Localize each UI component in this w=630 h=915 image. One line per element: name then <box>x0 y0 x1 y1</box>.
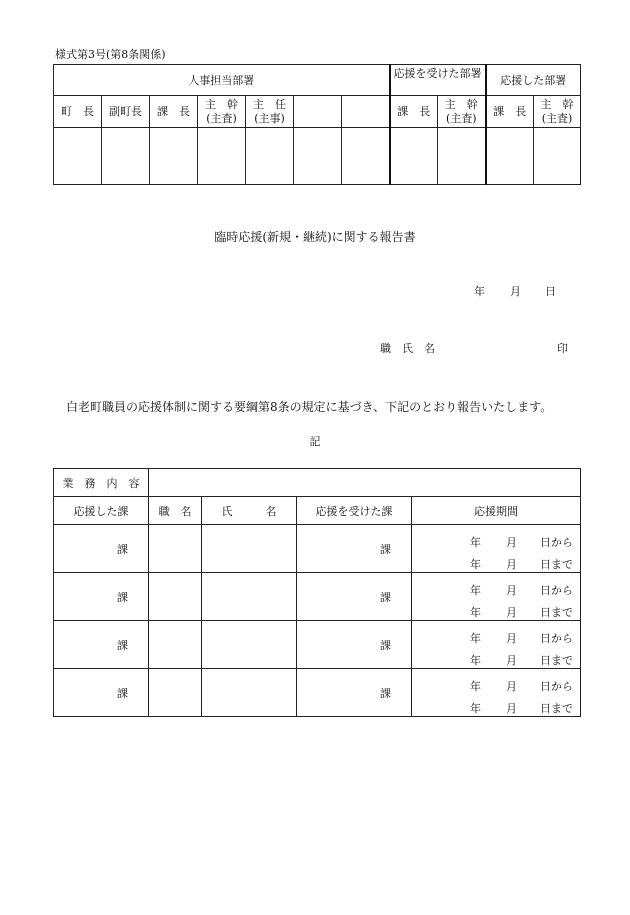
header-period: 応援期間 <box>412 497 581 525</box>
approval-table <box>53 64 581 185</box>
sent-section-cell[interactable] <box>54 525 149 573</box>
to-month: 月 <box>506 558 517 571</box>
signature-label: 職 氏 名 <box>380 342 435 355</box>
header-name: 氏 名 <box>202 497 297 525</box>
received-suffix: 課 <box>380 638 391 652</box>
detail-row <box>54 573 581 621</box>
sent-section-cell[interactable] <box>54 621 149 669</box>
from-month: 月 <box>506 632 517 645</box>
job-cell[interactable] <box>149 669 202 717</box>
period-from <box>412 534 580 548</box>
from-day: 日から <box>540 680 573 693</box>
sent-section-cell[interactable] <box>54 573 149 621</box>
stamp-box[interactable] <box>294 128 342 185</box>
group-hr-header: 人事担当部署 <box>54 65 390 96</box>
body-text: 白老町職員の応援体制に関する要綱第8条の規定に基づき、下記のとおり報告いたします。 <box>66 400 553 414</box>
received-section-cell[interactable] <box>297 525 412 573</box>
form-label: 様式第3号(第8条関係) <box>55 48 166 61</box>
group-sent-header: 応援した部署 <box>486 65 581 96</box>
from-day: 日から <box>540 632 573 645</box>
job-cell[interactable] <box>149 525 202 573</box>
job-cell[interactable] <box>149 621 202 669</box>
period-cell[interactable] <box>412 669 581 717</box>
approval-stamp-row <box>54 128 581 185</box>
detail-row <box>54 669 581 717</box>
detail-row <box>54 525 581 573</box>
name-cell[interactable] <box>202 573 297 621</box>
from-year: 年 <box>470 584 481 597</box>
period-to <box>412 652 580 666</box>
to-day: 日まで <box>540 606 573 619</box>
from-year: 年 <box>470 632 481 645</box>
to-day: 日まで <box>540 702 573 715</box>
period-cell[interactable] <box>412 573 581 621</box>
hr-col-0: 町 長 <box>54 96 102 128</box>
sent-section-cell[interactable] <box>54 669 149 717</box>
document-title: 臨時応援(新規・継続)に関する報告書 <box>214 230 416 244</box>
from-year: 年 <box>470 536 481 549</box>
received-section-cell[interactable] <box>297 669 412 717</box>
to-month: 月 <box>506 606 517 619</box>
received-suffix: 課 <box>380 686 391 700</box>
name-cell[interactable] <box>202 525 297 573</box>
period-cell[interactable] <box>412 621 581 669</box>
business-value[interactable] <box>149 469 581 497</box>
stamp-box[interactable] <box>150 128 198 185</box>
sent-col-0: 課 長 <box>486 96 534 128</box>
from-month: 月 <box>506 680 517 693</box>
to-year: 年 <box>470 654 481 667</box>
sent-suffix: 課 <box>117 686 128 700</box>
received-suffix: 課 <box>380 590 391 604</box>
received-suffix: 課 <box>380 542 391 556</box>
stamp-box[interactable] <box>486 128 534 185</box>
hr-col-2: 課 長 <box>150 96 198 128</box>
to-year: 年 <box>470 606 481 619</box>
stamp-box[interactable] <box>198 128 246 185</box>
header-sent-section: 応援した課 <box>54 497 149 525</box>
detail-row <box>54 621 581 669</box>
date-year: 年 <box>474 285 485 298</box>
to-day: 日まで <box>540 654 573 667</box>
group-received-header: 応援を受けた部署 <box>390 65 486 96</box>
to-year: 年 <box>470 702 481 715</box>
hr-col-4: 主 任 (主事) <box>246 96 294 128</box>
hr-col-1: 副町長 <box>102 96 150 128</box>
sent-suffix: 課 <box>117 542 128 556</box>
from-year: 年 <box>470 680 481 693</box>
stamp-box[interactable] <box>246 128 294 185</box>
detail-table <box>53 468 581 717</box>
received-section-cell[interactable] <box>297 573 412 621</box>
name-cell[interactable] <box>202 669 297 717</box>
stamp-box[interactable] <box>102 128 150 185</box>
from-day: 日から <box>540 536 573 549</box>
date-month: 月 <box>510 285 521 298</box>
hr-col-6 <box>342 96 390 128</box>
period-from <box>412 630 580 644</box>
to-day: 日まで <box>540 558 573 571</box>
received-col-0: 課 長 <box>390 96 438 128</box>
from-month: 月 <box>506 536 517 549</box>
stamp-box[interactable] <box>342 128 390 185</box>
period-to <box>412 700 580 714</box>
period-to <box>412 604 580 618</box>
header-job: 職 名 <box>149 497 202 525</box>
ki-marker: 記 <box>309 435 321 448</box>
job-cell[interactable] <box>149 573 202 621</box>
period-from <box>412 678 580 692</box>
sent-suffix: 課 <box>117 590 128 604</box>
to-year: 年 <box>470 558 481 571</box>
period-from <box>412 582 580 596</box>
hr-col-3: 主 幹 (主査) <box>198 96 246 128</box>
detail-header-row <box>54 497 581 525</box>
period-cell[interactable] <box>412 525 581 573</box>
name-cell[interactable] <box>202 621 297 669</box>
from-month: 月 <box>506 584 517 597</box>
received-section-cell[interactable] <box>297 621 412 669</box>
header-received-section: 応援を受けた課 <box>297 497 412 525</box>
sent-col-1: 主 幹 (主査) <box>534 96 581 128</box>
period-to <box>412 556 580 570</box>
seal-mark: 印 <box>557 342 568 355</box>
sent-suffix: 課 <box>117 638 128 652</box>
business-label: 業 務 内 容 <box>54 469 149 497</box>
received-col-1: 主 幹 (主査) <box>438 96 486 128</box>
hr-col-5 <box>294 96 342 128</box>
approval-title-row <box>54 96 581 128</box>
from-day: 日から <box>540 584 573 597</box>
date-day: 日 <box>545 285 556 298</box>
to-month: 月 <box>506 702 517 715</box>
stamp-box[interactable] <box>390 128 438 185</box>
stamp-box[interactable] <box>54 128 102 185</box>
to-month: 月 <box>506 654 517 667</box>
stamp-box[interactable] <box>534 128 581 185</box>
stamp-box[interactable] <box>438 128 486 185</box>
